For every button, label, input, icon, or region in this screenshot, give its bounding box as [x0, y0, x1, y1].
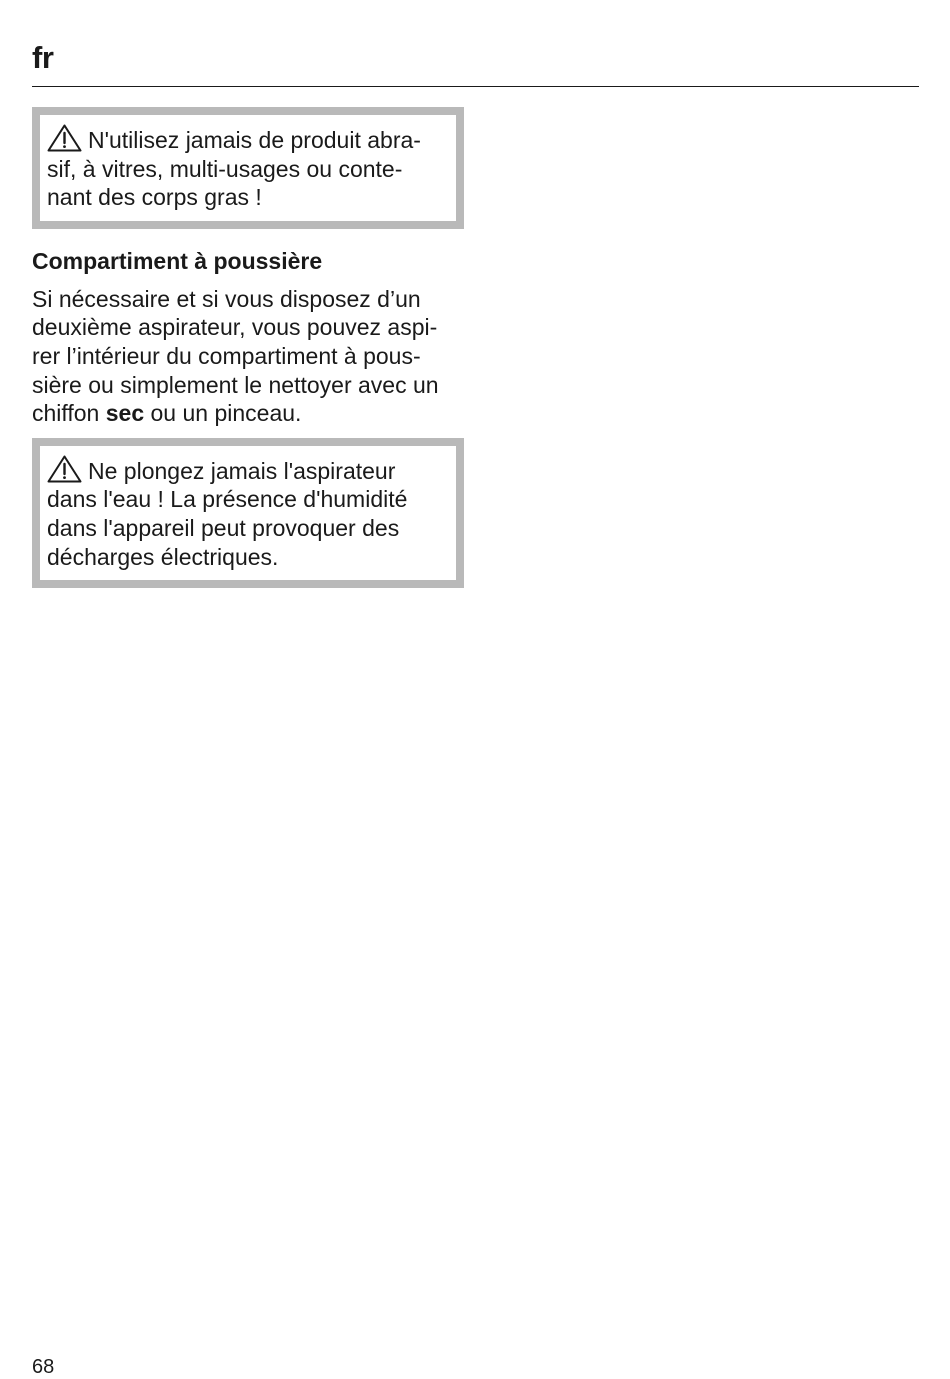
paragraph-line-5-end: ou un pinceau. [144, 400, 302, 427]
paragraph-line-5-start: chiffon [32, 400, 106, 427]
section-title: Compartiment à poussière [32, 247, 323, 274]
warning-1-line-2: sif, à vitres, multi-usages ou conte- [47, 155, 403, 182]
header-divider [32, 86, 919, 87]
warning-2-line-1: Ne plongez jamais l'aspirateur [88, 457, 396, 484]
page-number: 68 [32, 1356, 55, 1378]
warning-triangle-icon [47, 124, 82, 152]
paragraph-line-4: sière ou simplement le nettoyer avec un [32, 371, 439, 398]
warning-box-cleaning-products [32, 107, 464, 229]
warning-box-water [32, 438, 464, 588]
paragraph-line-2: deuxième aspirateur, vous pouvez aspi- [32, 314, 438, 341]
section-paragraph [32, 285, 464, 428]
paragraph-line-3: rer l’intérieur du compartiment à pous- [32, 342, 421, 369]
language-code: fr [32, 40, 54, 75]
emphasis-dry: sec [105, 400, 145, 427]
warning-1-line-1: N'utilisez jamais de produit abra- [88, 127, 421, 153]
warning-2-line-4: décharges électriques. [47, 543, 279, 570]
warning-2-line-2: dans l'eau ! La présence d'humidité [47, 486, 408, 513]
paragraph-line-1: Si nécessaire et si vous disposez d’un [32, 285, 421, 312]
warning-1-line-3: nant des corps gras ! [47, 184, 262, 211]
warning-triangle-icon [47, 455, 82, 483]
warning-2-line-3: dans l'appareil peut provoquer des [47, 514, 400, 541]
content-column [32, 107, 464, 588]
